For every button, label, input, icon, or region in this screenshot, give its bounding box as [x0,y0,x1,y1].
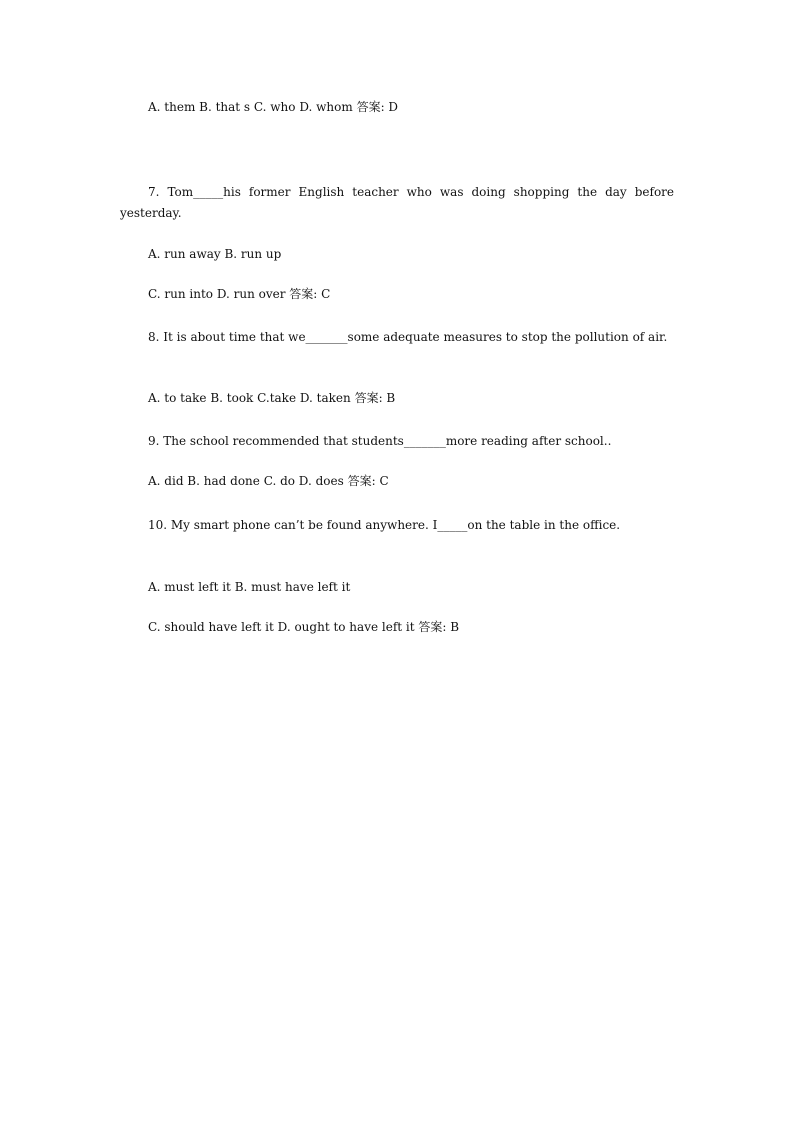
question-10-options-row-1: A. must left it B. must have left it [148,580,351,594]
question-8-stem: 8. It is about time that we_______some adequate measures to stop the pollution of air. [148,330,668,344]
question-7-options-row-1: A. run away B. run up [148,247,282,261]
question-10-options-row-2: C. should have left it D. ought to have left it 答案: B [148,620,460,634]
question-9-options: A. did B. had done C. do D. does 答案: C [148,474,389,488]
question-7-stem: 7. Tom_____his former English teacher who was doing shopping the day before yesterday. [120,185,678,220]
question-9-stem: 9. The school recommended that students_______more reading after school.. [148,434,612,448]
question-10-stem: 10. My smart phone can’t be found anywhere. I_____on the table in the office. [148,518,621,532]
question-7-options-row-2: C. run into D. run over 答案: C [148,287,331,301]
question-6-options: A. them B. that s C. who D. whom 答案: D [148,100,399,114]
question-8-options: A. to take B. took C.take D. taken 答案: B [148,391,396,405]
